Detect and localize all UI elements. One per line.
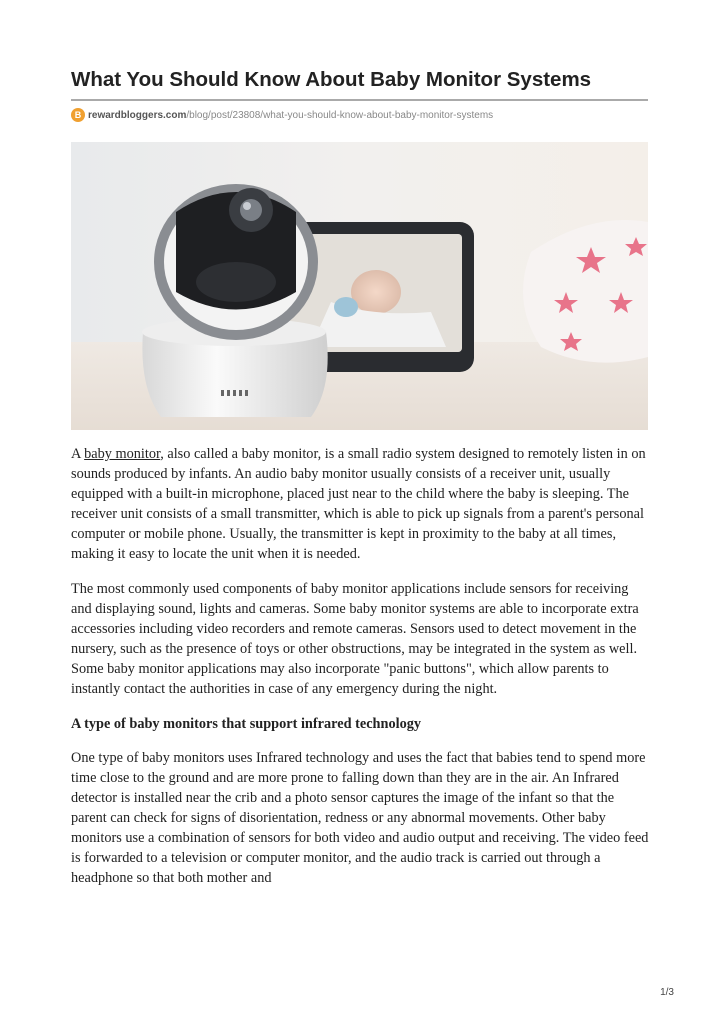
section-heading: A type of baby monitors that support infrared technology <box>71 716 422 732</box>
paragraph-1-start: A <box>71 446 85 462</box>
article-body <box>71 444 651 903</box>
title-divider <box>71 99 648 101</box>
site-favicon-icon: B <box>71 108 85 122</box>
source-domain[interactable]: rewardbloggers.com <box>88 109 187 121</box>
paragraph-1 <box>71 444 651 564</box>
paragraph-2: The most commonly used components of baby monitor applications include sensors for receiving and displaying sound, lights and cameras. Some baby monitor systems are able to incorporate extra accessories including video recorders and remote cameras. Sensors used to detect movement in the nursery, such as the presence of toys or other obstructions, may be integrated in the system as well. Some baby monitor applications may also incorporate "panic buttons", which allow parents to instantly contact the authorities in case of any emergency during the night. <box>71 581 639 697</box>
baby-monitor-photo <box>71 142 648 430</box>
source-path[interactable]: /blog/post/23808/what-you-should-know-about-baby-monitor-systems <box>186 109 494 121</box>
page-title: What You Should Know About Baby Monitor Systems <box>71 68 592 91</box>
paragraph-1-rest: , also called a baby monitor, is a small radio system designed to remotely listen in on sounds produced by infants. An audio baby monitor usually consists of a receiver unit, usually equipped with a built-in microphone, placed just near to the child where the baby is sleeping. The receiver unit consists of a small transmitter, which is able to pick up signals from a parent's personal computer or mobile phone. Usually, the transmitter is kept in proximity to the baby at all times, making it easy to locate the unit when it is needed. <box>71 446 646 562</box>
baby-monitor-link[interactable]: baby monitor <box>84 446 161 462</box>
source-line <box>71 106 493 124</box>
page-number: 1/3 <box>660 987 674 998</box>
paragraph-3: One type of baby monitors uses Infrared technology and uses the fact that babies tend to spend more time close to the ground and are more prone to falling down than they are in the air. An Infrared detector is installed near the crib and a photo sensor captures the image of the infant so that the parent can check for signs of disorientation, redness or any abnormal movements. Other baby monitors use a combination of sensors for both video and audio output and receiving. The video feed is forwarded to a television or computer monitor, and the audio track is carried out through a headphone so that both mother and <box>71 750 649 886</box>
